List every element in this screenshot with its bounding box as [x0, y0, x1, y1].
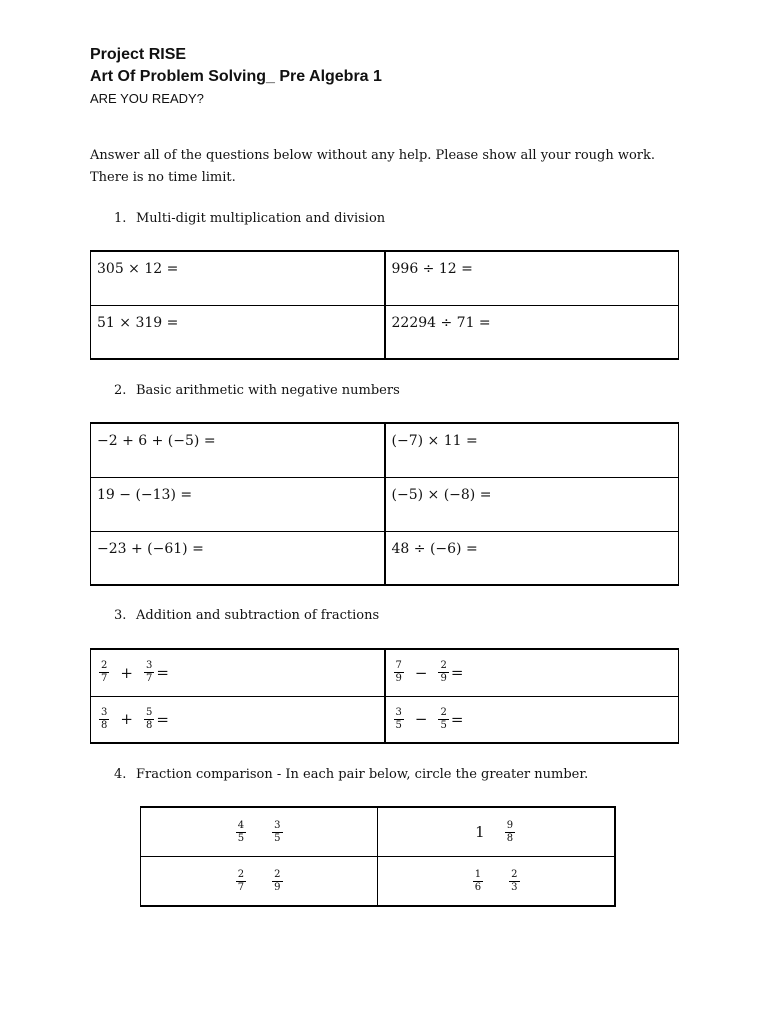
answer-cell[interactable]: [91, 696, 385, 743]
question-number: 3.: [114, 608, 127, 623]
question-4-heading: [114, 767, 588, 782]
problem-text: 305 × 12 =: [97, 261, 179, 277]
question-title: Basic arithmetic with negative numbers: [136, 383, 400, 398]
answer-cell[interactable]: [385, 531, 679, 585]
instructions-line-2: There is no time limit.: [90, 170, 236, 185]
question-3-table: [90, 648, 679, 744]
problem-text: 22294 ÷ 71 =: [391, 314, 491, 331]
problem-text: 996 ÷ 12 =: [391, 261, 473, 277]
question-title: Multi-digit multiplication and division: [136, 211, 386, 226]
fraction-option[interactable]: $\frac{2}{3}$: [511, 868, 518, 893]
ready-prompt: ARE YOU READY?: [90, 91, 204, 106]
fraction: $\frac{3}{5}$: [395, 706, 402, 731]
answer-cell[interactable]: [91, 477, 385, 531]
comparison-cell[interactable]: [378, 807, 615, 857]
question-number: 1.: [114, 211, 127, 226]
answer-cell[interactable]: [91, 251, 385, 305]
answer-cell[interactable]: [385, 423, 679, 477]
equals-sign: =: [156, 710, 169, 729]
document-title: Project RISE: [90, 46, 187, 63]
problem-text: (−5) × (−8) =: [391, 486, 492, 503]
operator: +: [120, 710, 133, 729]
answer-cell[interactable]: [91, 305, 385, 359]
fraction-option[interactable]: $\frac{2}{9}$: [274, 868, 281, 893]
answer-cell[interactable]: [385, 477, 679, 531]
question-number: 4.: [114, 767, 127, 782]
answer-cell[interactable]: [385, 305, 679, 359]
fraction: $\frac{2}{7}$: [101, 660, 108, 685]
question-number: 2.: [114, 383, 127, 398]
fraction: $\frac{7}{9}$: [395, 660, 402, 685]
comparison-cell[interactable]: [141, 857, 378, 907]
fraction-option[interactable]: $\frac{9}{8}$: [506, 819, 514, 844]
question-4-table: [140, 806, 616, 907]
problem-text: −2 + 6 + (−5) =: [97, 433, 216, 449]
question-3-heading: [114, 608, 379, 623]
equals-sign: =: [450, 663, 464, 682]
comparison-cell[interactable]: [141, 807, 378, 857]
answer-cell[interactable]: [385, 696, 679, 743]
fraction: $\frac{2}{5}$: [440, 706, 447, 731]
fraction: $\frac{5}{8}$: [145, 706, 153, 731]
fraction: $\frac{3}{7}$: [145, 660, 153, 685]
question-2-heading: [114, 383, 400, 398]
answer-cell[interactable]: [91, 423, 385, 477]
problem-text: 19 − (−13) =: [97, 486, 193, 503]
fraction-option[interactable]: $\frac{4}{5}$: [237, 819, 245, 844]
course-title: Art Of Problem Solving_ Pre Algebra 1: [90, 68, 382, 85]
fraction-option[interactable]: $\frac{2}{7}$: [237, 868, 245, 893]
equals-sign: =: [156, 663, 169, 682]
question-title: Fraction comparison - In each pair below, circle the greater number.: [136, 767, 589, 782]
instructions: [90, 145, 690, 189]
problem-text: −23 + (−61) =: [97, 540, 204, 557]
problem-text: 48 ÷ (−6) =: [391, 540, 478, 557]
problem-text: (−7) × 11 =: [391, 433, 478, 449]
question-1-table: [90, 250, 679, 360]
fraction: $\frac{2}{9}$: [440, 660, 447, 685]
equals-sign: =: [450, 710, 464, 729]
instructions-line-1: Answer all of the questions below without any help. Please show all your rough work.: [90, 148, 656, 163]
operator: −: [414, 663, 428, 682]
answer-cell[interactable]: [385, 251, 679, 305]
problem-text: 51 × 319 =: [97, 314, 179, 331]
question-2-table: [90, 422, 679, 586]
answer-cell[interactable]: [91, 649, 385, 696]
answer-cell[interactable]: [385, 649, 679, 696]
question-title: Addition and subtraction of fractions: [136, 608, 380, 623]
fraction: $\frac{3}{8}$: [101, 706, 108, 731]
question-1-heading: [114, 211, 385, 226]
fraction-option[interactable]: $\frac{1}{6}$: [474, 868, 482, 893]
operator: −: [414, 710, 428, 729]
operator: +: [120, 663, 133, 682]
answer-cell[interactable]: [91, 531, 385, 585]
comparison-cell[interactable]: [378, 857, 615, 907]
fraction-option[interactable]: $\frac{3}{5}$: [274, 819, 281, 844]
whole-number-option[interactable]: 1: [475, 823, 485, 841]
